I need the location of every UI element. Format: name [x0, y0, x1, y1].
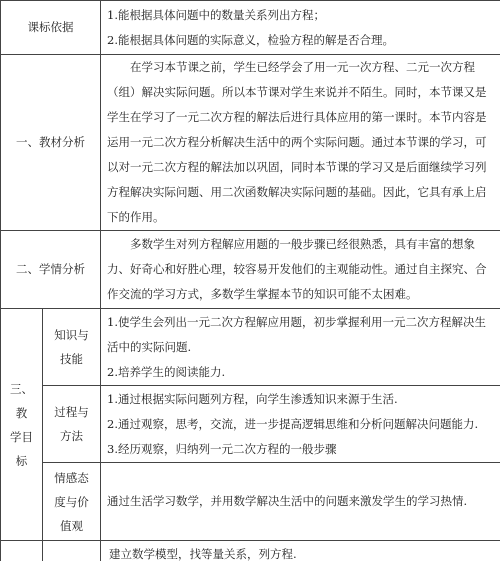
emotion-values-label [43, 463, 101, 541]
emotion-values-label-line-1: 情感态 [49, 466, 94, 490]
emotion-values-label-line-3: 值观 [49, 514, 94, 538]
emotion-values-content: 通过生活学习数学，并用数学解决生活中的问题来激发学生的学习热情. [101, 463, 500, 541]
standards-line-1: 1.能根据具体问题中的数量关系列出方程； [107, 3, 494, 28]
teaching-goals-label-line-3: 标 [7, 449, 36, 473]
knowledge-skills-label [43, 309, 101, 386]
process-line-3: 3.经历观察，归纳列一元二次方程的一般步骤 [107, 437, 494, 462]
goal-knowledge-row [1, 309, 500, 386]
knowledge-skills-label-line-1: 知识与 [49, 323, 94, 347]
textbook-analysis-text: 在学习本节课之前，学生已经学会了用一元一次方程、二元一次方程（组）解决实际问题。所以本节课对学生来说并不陌生。同时，本节课又是学生在学习了一元二次方程的解法后进行具体应用的第一课时。本节内容是运用一元二次方程分析解决生活中的两个实际问题。通过本节课的学习，可以对一元二次方程的解法加以巩固，同时本节课的学习又是后面继续学习列方程解决实际问题、用二次函数解决实际问题的基础。因此，它具有承上启下的作用。 [101, 55, 500, 231]
standards-row [1, 1, 500, 55]
textbook-analysis-label: 一、教材分析 [1, 55, 101, 231]
next-row-partial [1, 541, 500, 561]
next-row-cell-2 [43, 541, 101, 561]
knowledge-skills-label-line-2: 技能 [49, 347, 94, 371]
knowledge-line-1: 1.使学生会列出一元二次方程解应用题，初步掌握利用一元二次方程解决生活中的实际问题. [107, 310, 494, 360]
next-row-text: 建立数学模型，找等量关系，列方程. [109, 547, 297, 561]
teaching-goals-label [1, 309, 43, 541]
learner-analysis-label: 二、学情分析 [1, 231, 101, 309]
textbook-analysis-row [1, 55, 500, 231]
standards-content [101, 1, 500, 55]
process-methods-label-line-1: 过程与 [49, 400, 94, 424]
teaching-goals-label-line-1: 三、教 [7, 377, 36, 425]
learner-analysis-row [1, 231, 500, 309]
process-line-2: 2.通过观察，思考，交流，进一步提高逻辑思维和分析问题解决问题能力. [107, 412, 494, 437]
goal-emotion-row [1, 463, 500, 541]
learner-analysis-text: 多数学生对列方程解应用题的一般步骤已经很熟悉，具有丰富的想象力、好奇心和好胜心理，较容易开发他们的主观能动性。通过自主探究、合作交流的学习方式，多数学生掌握本节的知识可能不太困难。 [101, 231, 500, 309]
process-methods-label-line-2: 方法 [49, 424, 94, 448]
knowledge-line-2: 2.培养学生的阅读能力. [107, 360, 494, 385]
process-line-1: 1.通过根据实际问题列方程，向学生渗透知识来源于生活. [107, 387, 494, 412]
teaching-goals-label-line-2: 学目 [7, 425, 36, 449]
goal-process-row [1, 386, 500, 463]
next-row-cell-1 [1, 541, 43, 561]
emotion-values-label-line-2: 度与价 [49, 490, 94, 514]
next-row-content [101, 541, 500, 561]
standards-label: 课标依据 [1, 1, 101, 55]
process-methods-label [43, 386, 101, 463]
knowledge-skills-content [101, 309, 500, 386]
process-methods-content [101, 386, 500, 463]
standards-line-2: 2.能根据具体问题的实际意义，检验方程的解是否合理。 [107, 28, 494, 53]
